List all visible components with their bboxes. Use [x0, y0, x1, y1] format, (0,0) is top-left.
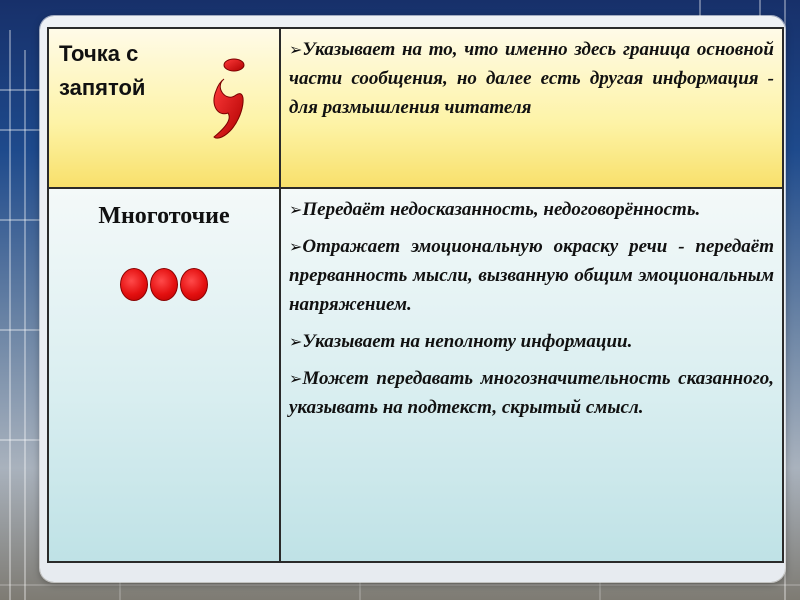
- list-item: ➢Указывает на неполноту информации.: [289, 331, 633, 352]
- term-cell-semicolon: [48, 28, 280, 188]
- list-item: ➢Передаёт недосказанность, недоговорённость.: [289, 199, 701, 220]
- red-dot-icon: [150, 268, 178, 301]
- term-cell-ellipsis: [48, 188, 280, 562]
- list-item: ➢Отражает эмоциональную окраску речи - передаёт прерванность мысли, вызванную общим эмоциональным напряжением.: [289, 236, 774, 315]
- table-row: [48, 188, 783, 562]
- description-cell-ellipsis: [280, 188, 783, 562]
- arrow-bullet-icon: ➢: [289, 369, 303, 388]
- arrow-bullet-icon: ➢: [289, 332, 303, 351]
- red-dot-icon: [180, 268, 208, 301]
- term-label: Многоточие: [98, 203, 230, 229]
- red-dot-icon: [120, 268, 148, 301]
- table-row: [48, 28, 783, 188]
- arrow-bullet-icon: ➢: [289, 40, 303, 59]
- arrow-bullet-icon: ➢: [289, 237, 303, 256]
- description-cell-semicolon: [280, 28, 783, 188]
- arrow-bullet-icon: ➢: [289, 200, 303, 219]
- semicolon-icon: [204, 47, 254, 157]
- list-item: ➢Может передавать многозначительность сказанного, указывать на подтекст, скрытый смысл.: [289, 368, 774, 418]
- punctuation-table: [47, 27, 784, 563]
- ellipsis-dots-icon: [49, 268, 279, 301]
- list-item: ➢Указывает на то, что именно здесь граница основной части сообщения, но далее есть другая информация - для размышления читателя: [289, 39, 774, 118]
- term-label: Точка с запятой: [59, 41, 146, 100]
